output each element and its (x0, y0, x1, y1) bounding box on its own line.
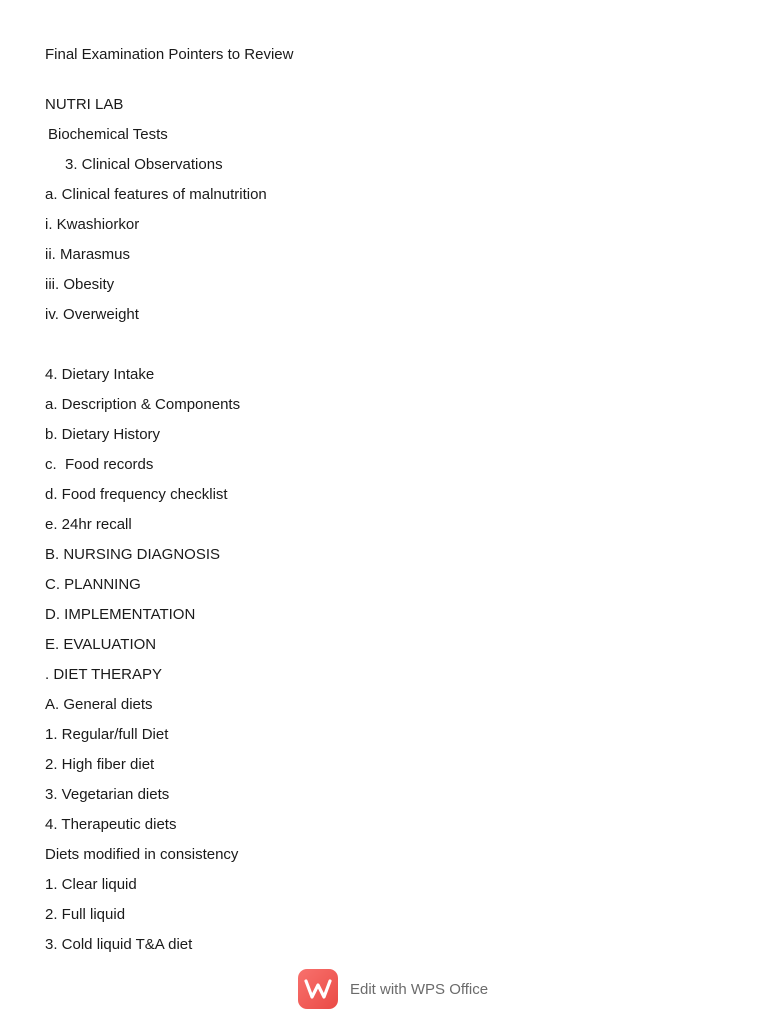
document-line: d. Food frequency checklist (45, 486, 228, 503)
document-line: iv. Overweight (45, 306, 139, 323)
section-heading: NUTRI LAB (45, 96, 124, 113)
document-line: 4. Dietary Intake (45, 366, 155, 383)
document-line: a. Clinical features of malnutrition (45, 186, 267, 203)
document-title: Final Examination Pointers to Review (45, 46, 294, 63)
document-line: 2. High fiber diet (45, 756, 155, 773)
document-line: C. PLANNING (45, 576, 141, 593)
document-line: a. Description & Components (45, 396, 241, 413)
document-line: 1. Regular/full Diet (45, 726, 169, 743)
wps-edit-banner[interactable] (298, 968, 488, 1010)
document-line: iii. Obesity (45, 276, 115, 293)
document-line: e. 24hr recall (45, 516, 132, 533)
document-line: i. Kwashiorkor (45, 216, 140, 233)
document-line: ii. Marasmus (45, 246, 131, 263)
document-line: b. Dietary History (45, 426, 161, 443)
document-line: B. NURSING DIAGNOSIS (45, 546, 221, 563)
document-line: D. IMPLEMENTATION (45, 606, 196, 623)
document-line: 3. Vegetarian diets (45, 786, 170, 803)
document-line: 2. Full liquid (45, 906, 126, 923)
document-line: 3. Cold liquid T&A diet (45, 936, 193, 953)
document-line: 3. Clinical Observations (65, 156, 223, 173)
wps-office-logo-icon (298, 969, 338, 1009)
document-line: Diets modified in consistency (45, 846, 239, 863)
document-line: 4. Therapeutic diets (45, 816, 177, 833)
document-line: . DIET THERAPY (45, 666, 162, 683)
document-line: E. EVALUATION (45, 636, 157, 653)
document-line: A. General diets (45, 696, 153, 713)
document-line: Biochemical Tests (48, 126, 168, 143)
document-line: c. Food records (45, 456, 154, 473)
document-line: 1. Clear liquid (45, 876, 137, 893)
wps-edit-label[interactable]: Edit with WPS Office (350, 980, 489, 998)
